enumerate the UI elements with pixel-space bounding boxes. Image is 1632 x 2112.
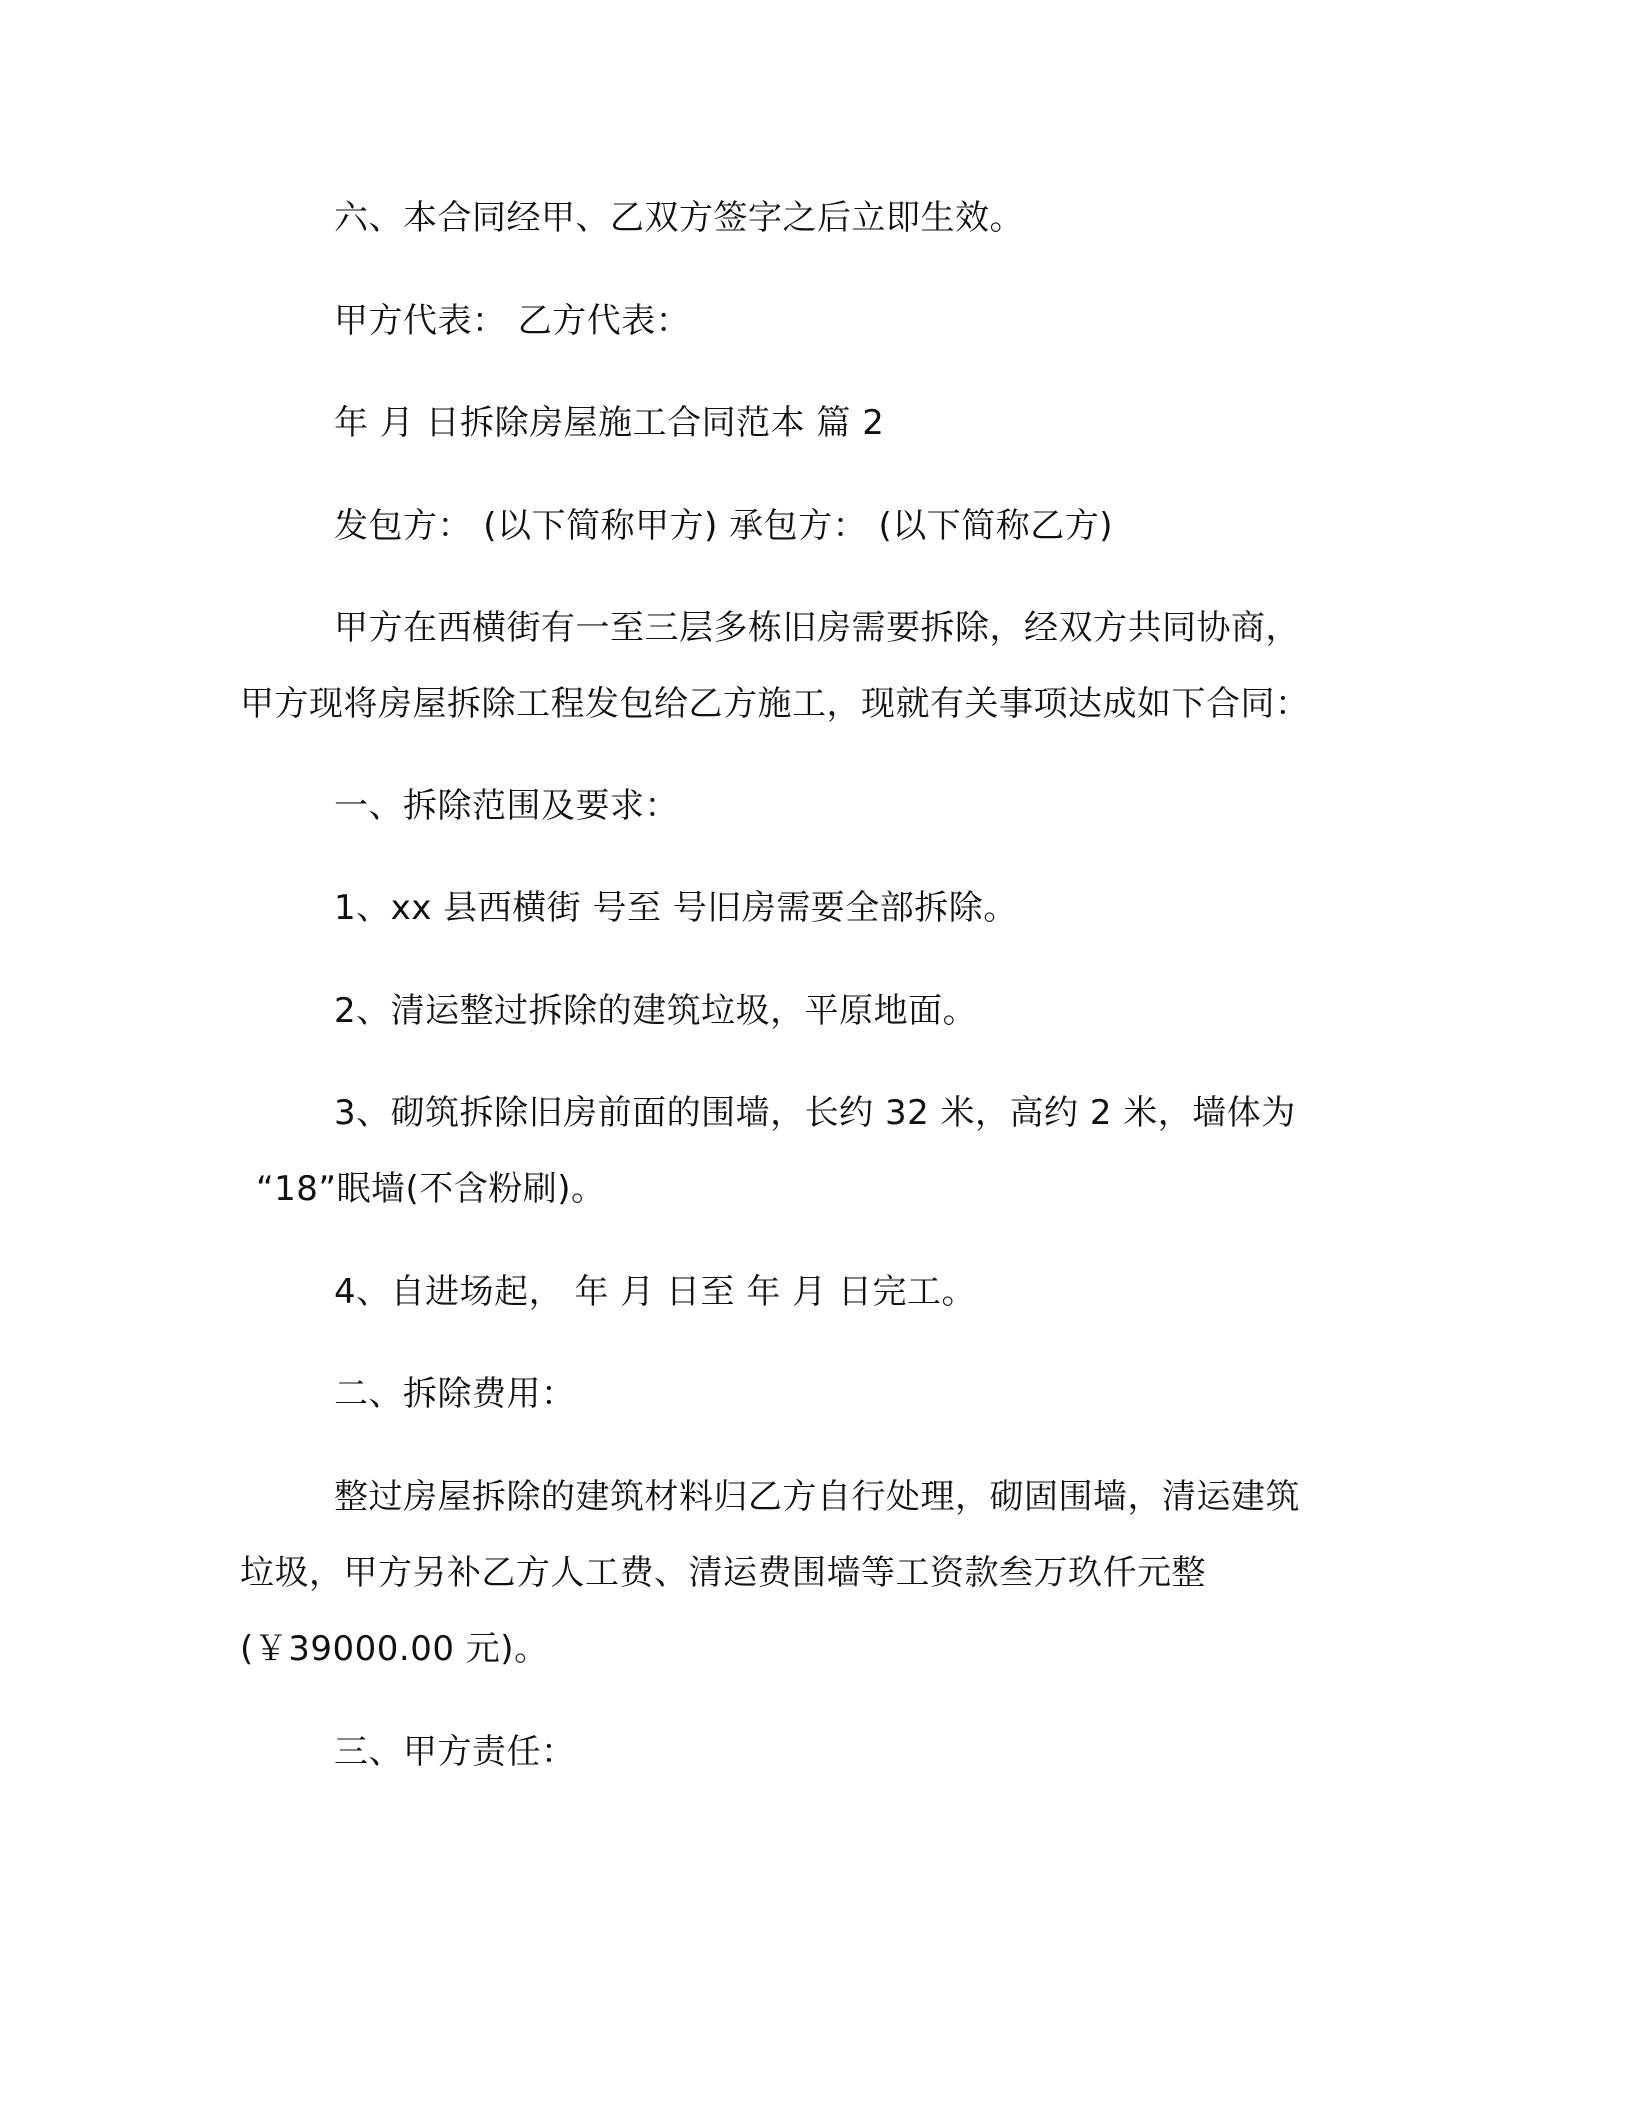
- item-1: 1、xx 县西横街 号至 号旧房需要全部拆除。: [334, 888, 1018, 928]
- fee-line-2: 垃圾，甲方另补乙方人工费、清运费围墙等工资款叁万玖仟元整: [240, 1553, 1206, 1593]
- fee-line-1: 整过房屋拆除的建筑材料归乙方自行处理，砌固围墙，清运建筑: [334, 1477, 1300, 1517]
- fee-line-3: (￥39000.00 元)。: [240, 1629, 549, 1669]
- item-3-line-2: “18”眠墙(不含粉刷)。: [256, 1169, 606, 1209]
- item-3-line-1: 3、砌筑拆除旧房前面的围墙，长约 32 米，高约 2 米，墙体为: [334, 1093, 1296, 1133]
- item-4: 4、自进场起， 年 月 日至 年 月 日完工。: [334, 1272, 976, 1312]
- intro-line-2: 甲方现将房屋拆除工程发包给乙方施工，现就有关事项达成如下合同：: [240, 684, 1310, 724]
- section-3-heading: 三、甲方责任：: [334, 1732, 576, 1772]
- section-2-heading: 二、拆除费用：: [334, 1374, 576, 1414]
- date-and-title-line: 年 月 日拆除房屋施工合同范本 篇 2: [334, 403, 885, 443]
- parties-line: 发包方： (以下简称甲方) 承包方： (以下简称乙方): [334, 506, 1113, 546]
- item-2: 2、清运整过拆除的建筑垃圾，平原地面。: [334, 991, 978, 1031]
- section-1-heading: 一、拆除范围及要求：: [334, 786, 679, 826]
- clause-6: 六、本合同经甲、乙双方签字之后立即生效。: [334, 198, 1024, 238]
- intro-line-1: 甲方在西横街有一至三层多栋旧房需要拆除，经双方共同协商，: [334, 608, 1300, 648]
- signature-line: 甲方代表： 乙方代表：: [334, 301, 691, 341]
